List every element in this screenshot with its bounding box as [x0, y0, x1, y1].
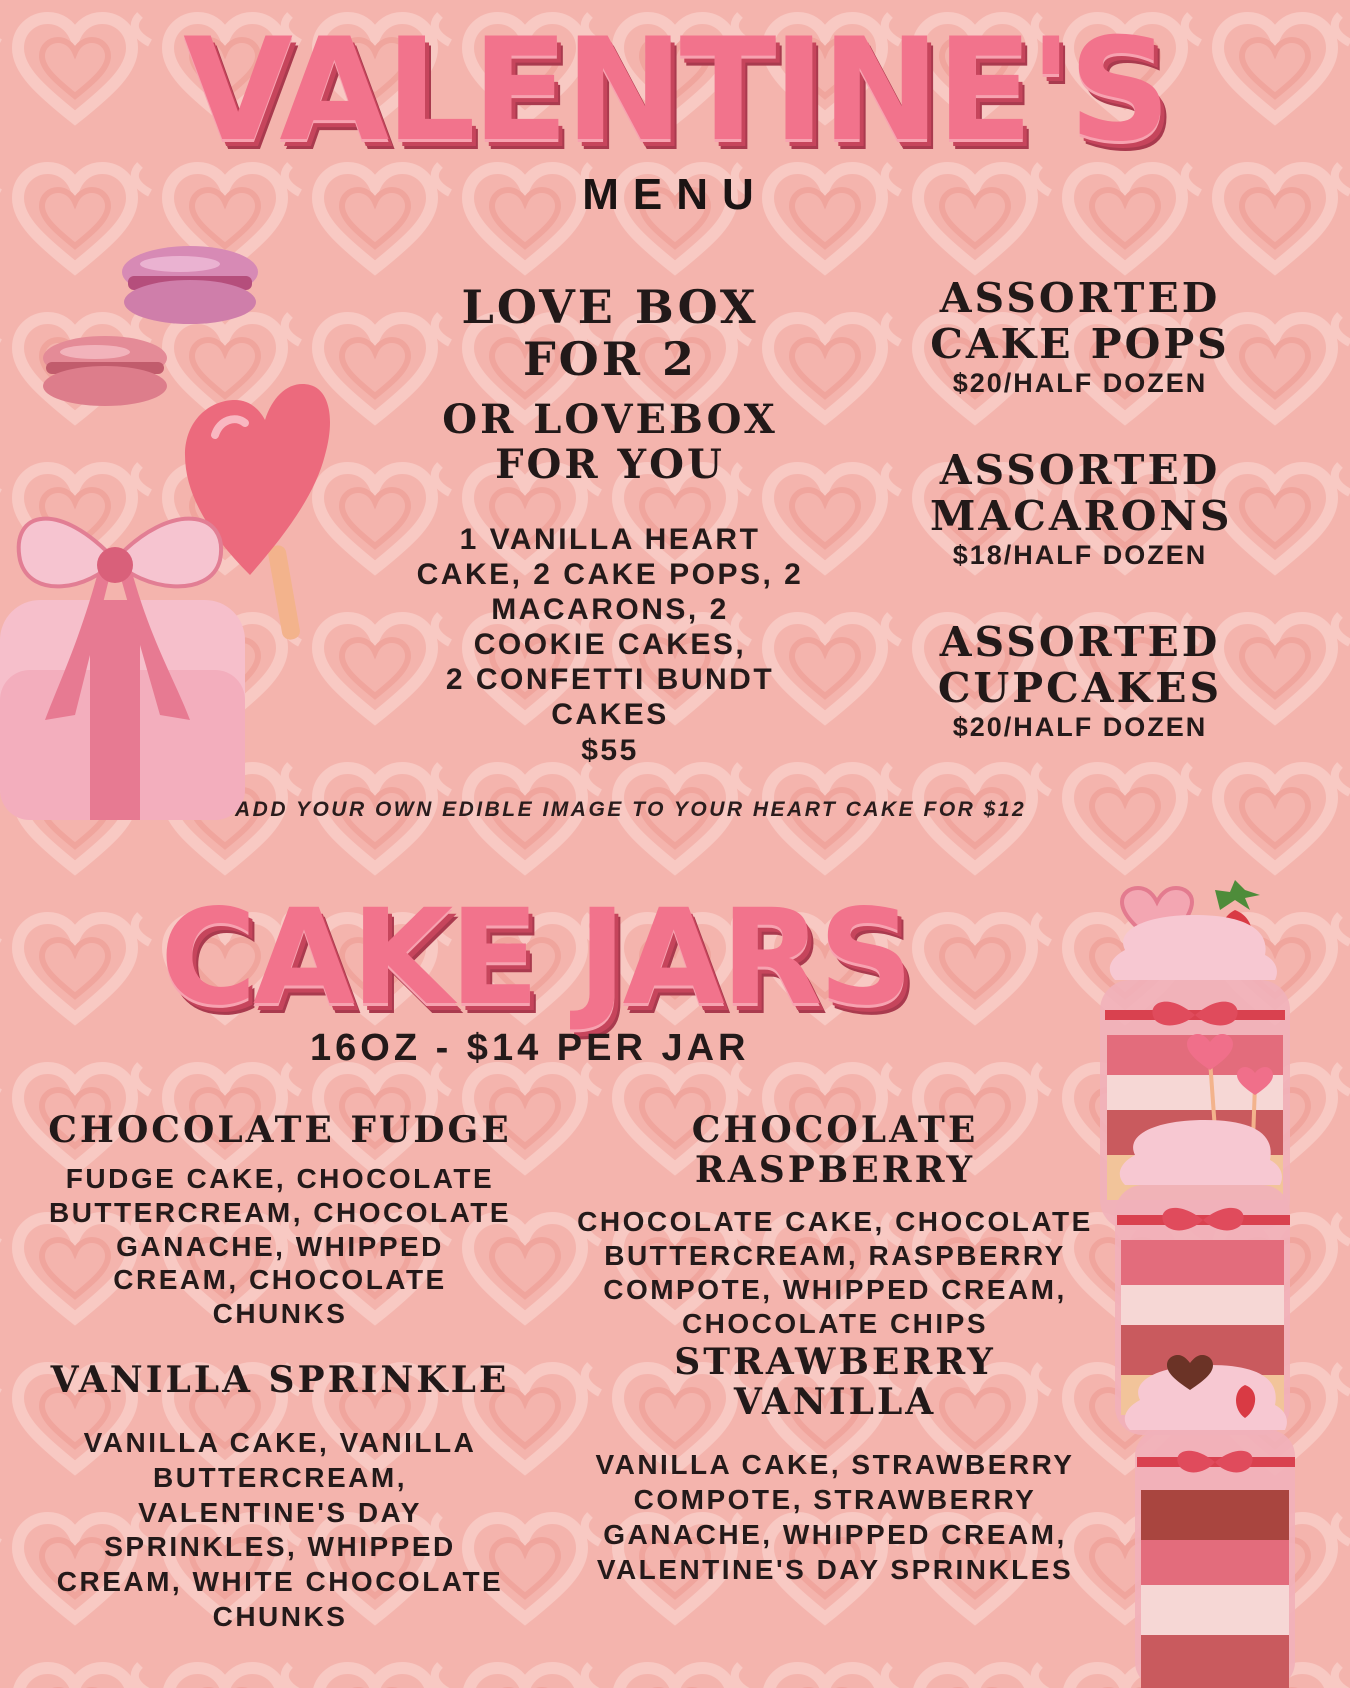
flavor-line: CHUNKS — [212, 1600, 348, 1632]
assorted-cupcakes — [930, 620, 1230, 743]
assorted-price: $20/HALF DOZEN — [952, 367, 1208, 398]
flavor-line: VANILLA CAKE, VANILLA — [83, 1427, 477, 1459]
love-box-desc-line: CAKES — [551, 698, 669, 732]
love-box-title — [400, 282, 820, 385]
flavor-chocolate-fudge — [40, 1110, 520, 1330]
cake-jar-stack-illustration — [1095, 870, 1310, 1688]
flavor-line: BUTTERCREAM, — [153, 1462, 407, 1494]
love-box-desc-line: CAKE, 2 CAKE POPS, 2 — [416, 558, 804, 592]
edible-image-note: ADD YOUR OWN EDIBLE IMAGE TO YOUR HEART CAKE FOR $12 — [235, 798, 1027, 821]
flavor-name: CHOCOLATE FUDGE — [48, 1109, 512, 1151]
assorted-title-line: MACARONS — [930, 491, 1233, 540]
assorted-price: $20/HALF DOZEN — [952, 711, 1208, 742]
love-box-title-line: FOR 2 — [523, 331, 697, 386]
flavor-line: VALENTINE'S DAY — [138, 1496, 422, 1528]
flavor-line: CREAM, CHOCOLATE — [113, 1264, 447, 1296]
assorted-title-line: CAKE POPS — [930, 319, 1230, 368]
flavor-name: STRAWBERRY VANILLA — [674, 1341, 996, 1424]
menu-subtitle: MENU — [582, 170, 768, 219]
flavor-vanilla-sprinkle — [40, 1360, 520, 1635]
love-box-title-line: LOVE BOX — [461, 280, 759, 334]
love-box-desc-line: 2 CONFETTI BUNDT — [445, 663, 775, 697]
love-box-subtitle — [400, 398, 820, 488]
assorted-title-line: ASSORTED — [939, 446, 1221, 494]
love-box-description — [385, 522, 835, 768]
flavor-line: VANILLA CAKE, STRAWBERRY — [595, 1448, 1075, 1480]
flavor-line: GANACHE, WHIPPED CREAM, — [603, 1518, 1067, 1550]
flavor-line: VALENTINE'S DAY SPRINKLES — [596, 1553, 1074, 1585]
flavor-line: CHOCOLATE CAKE, CHOCOLATE — [577, 1205, 1093, 1237]
love-box-desc-line: 1 VANILLA HEART — [459, 523, 761, 556]
flavor-name: VANILLA SPRINKLE — [50, 1359, 510, 1401]
assorted-title-line: ASSORTED — [939, 618, 1221, 666]
flavor-line: COMPOTE, STRAWBERRY — [633, 1483, 1037, 1515]
flavor-line: GANACHE, WHIPPED — [116, 1230, 444, 1262]
gift-box-icon — [0, 480, 260, 825]
flavor-line: FUDGE CAKE, CHOCOLATE — [65, 1163, 495, 1195]
love-box-desc-line: COOKIE CAKES, — [473, 628, 747, 662]
assorted-price: $18/HALF DOZEN — [952, 539, 1208, 570]
flavor-chocolate-raspberry — [570, 1110, 1100, 1341]
flavor-line: BUTTERCREAM, RASPBERRY — [604, 1239, 1066, 1271]
assorted-macarons — [930, 446, 1233, 571]
macaron-icon — [30, 330, 180, 420]
love-box-desc-line: MACARONS, 2 — [491, 593, 729, 627]
love-box-price: $55 — [581, 733, 639, 767]
love-box-subtitle-line: OR LOVEBOX — [442, 396, 778, 443]
assorted-title-line: CUPCAKES — [937, 663, 1223, 712]
cake-jar-icon — [1125, 1355, 1295, 1688]
cake-jars-title: CAKE JARS — [160, 881, 910, 1035]
flavor-line: COMPOTE, WHIPPED CREAM, — [603, 1273, 1067, 1305]
menu-title: VALENTINE'S — [183, 8, 1167, 173]
flavor-line: SPRINKLES, WHIPPED — [104, 1531, 456, 1563]
flavor-line: CHOCOLATE CHIPS — [681, 1308, 989, 1340]
assorted-cake-pops — [930, 276, 1230, 399]
macaron-icon — [110, 240, 270, 340]
cake-jars-size-price: 16OZ - $14 PER JAR — [310, 1027, 750, 1069]
assorted-title-line: ASSORTED — [939, 274, 1221, 322]
flavor-name: CHOCOLATE RASPBERRY — [691, 1109, 979, 1192]
love-box-subtitle-line: FOR YOU — [495, 440, 725, 488]
flavor-strawberry-vanilla — [570, 1342, 1100, 1587]
flavor-line: BUTTERCREAM, CHOCOLATE — [48, 1196, 511, 1228]
flavor-line: CREAM, WHITE CHOCOLATE — [56, 1566, 504, 1598]
flavor-line: CHUNKS — [212, 1297, 348, 1329]
